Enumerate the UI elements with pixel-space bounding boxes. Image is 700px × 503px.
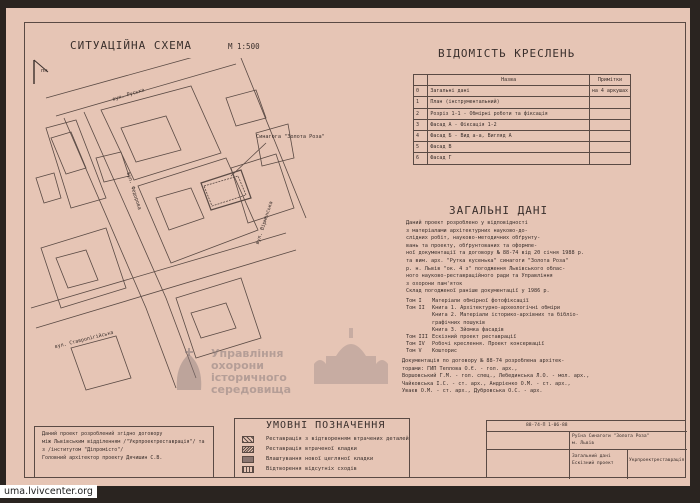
register-row bbox=[414, 142, 631, 153]
note-line: між Львівським відділенням /"Укрпроектреставрація"/ та bbox=[42, 439, 205, 445]
map-title: СИТУАЦІЙНА СХЕМА bbox=[70, 39, 192, 52]
general-item-value: графічних пошуків bbox=[432, 319, 486, 326]
general-title: ЗАГАЛЬНІ ДАНІ bbox=[449, 204, 549, 217]
register-row-name: Фасад Г bbox=[428, 153, 589, 164]
closing-line: Чайковська І.С. - ст. арх., Андрієнко О.М. - ст. арх., bbox=[402, 380, 571, 387]
general-item-key: Том V bbox=[406, 348, 422, 355]
register-row-num: 2 bbox=[414, 108, 428, 119]
stamp-address: м. Львів bbox=[572, 441, 595, 446]
register-header-note: Примітки bbox=[589, 75, 630, 86]
general-item-value: Книга 3. Зйомка фасадів bbox=[432, 326, 504, 333]
general-line: та вим. арх. "Рутка кусенька" синагоги "Золота Роза" bbox=[406, 257, 569, 264]
note-line: Головний архітектор проекту Дячишин С.В. bbox=[42, 455, 163, 461]
general-paragraph bbox=[406, 220, 584, 296]
stamp-code: 88-74-П 1-06-88 bbox=[526, 423, 568, 428]
general-item-value: Кошторис bbox=[432, 348, 457, 355]
general-item bbox=[406, 341, 579, 348]
watermark-emblem-icon bbox=[171, 346, 207, 392]
closing-line: Документація по договору № 88-74 розроблена архітек- bbox=[402, 358, 565, 364]
drawing-sheet bbox=[6, 8, 690, 486]
register-row bbox=[414, 153, 631, 164]
general-line: з матеріалами архітектурних науково-до- bbox=[406, 227, 528, 234]
register-row bbox=[414, 119, 631, 130]
map-scale: М 1:500 bbox=[228, 42, 260, 51]
register-table bbox=[413, 74, 631, 165]
general-item-key: Том II bbox=[406, 305, 425, 312]
general-line: Даний проект розроблено у відповідності bbox=[406, 220, 528, 226]
watermark-line: середовища bbox=[211, 383, 292, 396]
register-header-num bbox=[414, 75, 428, 86]
general-line: ної документації та договору № 88-74 від 20 січня 1988 р. bbox=[406, 250, 585, 257]
watermark bbox=[211, 348, 291, 396]
stamp-stage: Ескізний проект bbox=[572, 461, 614, 466]
general-item bbox=[406, 327, 579, 334]
register-header-name: Назва bbox=[428, 75, 589, 86]
register-row-name: План (інструментальний) bbox=[428, 97, 589, 108]
closing-line: Воршовський Г.М. - гол. спец., Лебединська Л.О. - мол. арх., bbox=[402, 373, 590, 380]
general-line: з охорони пам'яток bbox=[406, 280, 463, 287]
register-row-num: 5 bbox=[414, 142, 428, 153]
general-line: р. н. Львів "ок. 4 з" погодження Львівського облас- bbox=[406, 265, 566, 272]
watermark-church-icon bbox=[306, 326, 396, 386]
register-row-num: 0 bbox=[414, 86, 428, 97]
general-item-value: Книга 2. Матеріали історико-архівних та бібліо- bbox=[432, 312, 579, 319]
general-item-value: Робочі креслення. Проект консервації bbox=[432, 341, 545, 348]
legend-swatch-solid bbox=[242, 456, 254, 463]
register-row bbox=[414, 86, 631, 97]
street-label-stavropigiyska: вул. Ставропігійська bbox=[54, 329, 115, 351]
legend-swatch-hatched bbox=[242, 436, 254, 443]
general-line: Склад погодженої раніше документації у 1986 р. bbox=[406, 288, 550, 295]
register-row-note bbox=[589, 142, 630, 153]
stamp-project: Руїна Синагоги "Золота Роза" bbox=[572, 434, 650, 439]
source-credit: uma.lvivcenter.org bbox=[0, 485, 97, 498]
stamp-sheet-title: Загальний дані bbox=[572, 454, 611, 459]
street-label-ruska: вул. Руська bbox=[111, 87, 146, 103]
general-item-value: Матеріали обмірної фотофіксації bbox=[432, 298, 529, 304]
register-row bbox=[414, 108, 631, 119]
general-item-key: Том III bbox=[406, 334, 428, 341]
legend-item-label: Влаштування нової цегляної кладки bbox=[266, 456, 374, 462]
note-text bbox=[42, 430, 205, 462]
map-callout-label: Синагога "Золота Роза" bbox=[256, 134, 325, 140]
register-row-name: Фасад А - Фіксація 1-2 bbox=[428, 119, 589, 130]
register-row-name: Загальні дані bbox=[428, 86, 589, 97]
legend-swatch-lines bbox=[242, 466, 254, 473]
general-item-key: Том IV bbox=[406, 341, 425, 348]
north-label: пн bbox=[41, 68, 48, 74]
register-row bbox=[414, 130, 631, 141]
general-items bbox=[406, 298, 579, 356]
stamp-organization: Укрпроектреставрація bbox=[629, 458, 685, 463]
legend-item-label: Реставрація з відтворенням втрачених деталей bbox=[266, 436, 409, 442]
street-label-fedorova: вул. Федорова bbox=[124, 171, 143, 211]
general-item-value: Ескізний проект реставрації bbox=[432, 334, 517, 341]
general-line: слідних робіт, науково-методичних обґрунту- bbox=[406, 235, 541, 242]
register-row-note: на 4 аркушах bbox=[589, 86, 630, 97]
register-row-note bbox=[589, 119, 630, 130]
general-item bbox=[406, 320, 579, 327]
closing-line: Уваєв О.М. - ст. арх., Дубровська О.С. - арх. bbox=[402, 388, 543, 395]
register-row-note bbox=[589, 153, 630, 164]
legend-item-label: Відтворення відсутніх сходів bbox=[266, 466, 357, 472]
register-row-num: 1 bbox=[414, 97, 428, 108]
general-item bbox=[406, 348, 579, 355]
note-line: з /інститутом "Діпромісто"/ bbox=[42, 447, 124, 453]
general-item bbox=[406, 312, 579, 319]
title-block bbox=[486, 420, 686, 478]
register-row bbox=[414, 97, 631, 108]
closing-line: торами: ГИП Теплова О.Є. - гол. арх., bbox=[402, 365, 518, 372]
register-row-note bbox=[589, 130, 630, 141]
general-line: ного науково-реставраційного ради та Управління bbox=[406, 273, 553, 280]
register-row-num: 6 bbox=[414, 153, 428, 164]
register-row-num: 3 bbox=[414, 119, 428, 130]
register-row-name: Фасад В bbox=[428, 142, 589, 153]
watermark-line: охорони bbox=[211, 359, 264, 372]
register-row-num: 4 bbox=[414, 130, 428, 141]
register-row-name: Розріз 1-1 - Обмірні роботи та фіксація bbox=[428, 108, 589, 119]
legend-item-label: Реставрація втраченої кладки bbox=[266, 446, 357, 452]
legend-swatch-cross bbox=[242, 446, 254, 453]
street-label-virmenska: вул. Вірменська bbox=[254, 200, 275, 246]
general-item-value: Книга 1. Архітектурно-археологічні обміри bbox=[432, 305, 561, 312]
register-row-note bbox=[589, 108, 630, 119]
watermark-line: Управління bbox=[211, 347, 284, 360]
register-row-name: Фасад Б - Вид а-а, Вигляд А bbox=[428, 130, 589, 141]
register-title: ВІДОМІСТЬ КРЕСЛЕНЬ bbox=[438, 47, 576, 60]
watermark-line: історичного bbox=[211, 371, 287, 384]
general-line: вань та проекту, обґрунтованих та оформле- bbox=[406, 242, 538, 249]
legend-title: УМОВНІ ПОЗНАЧЕННЯ bbox=[266, 420, 386, 431]
general-closing bbox=[402, 358, 589, 396]
register-header-row bbox=[414, 75, 631, 86]
register-row-note bbox=[589, 97, 630, 108]
general-item-key: Том I bbox=[406, 298, 422, 304]
note-line: Даний проект розроблений згідно договору bbox=[42, 431, 163, 437]
